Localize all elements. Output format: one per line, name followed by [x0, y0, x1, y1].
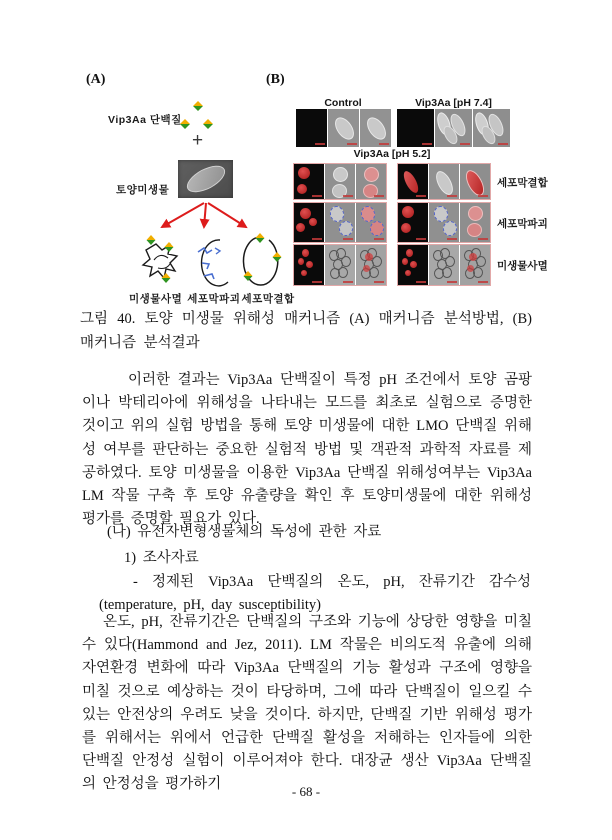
micrograph-group — [293, 202, 387, 243]
micrograph-group — [397, 244, 491, 286]
micrograph-frame-gray-cells2 — [473, 109, 510, 147]
scale-bar — [312, 281, 322, 283]
panel-a-soil-label: 토양미생물 — [116, 184, 170, 196]
scale-bar — [447, 281, 457, 283]
micrograph-group — [397, 163, 491, 200]
micrograph-frame-blue-ovals — [325, 203, 355, 242]
panel-b-row-label: 미생물사멸 — [497, 260, 548, 272]
micrograph-frame-gray-cell — [360, 109, 391, 147]
protein-diamond-icon — [203, 119, 213, 129]
scale-bar — [343, 281, 353, 283]
protein-diamond-icon — [193, 101, 203, 111]
outcome-sketches — [136, 230, 282, 290]
micrograph-frame-gray-clumps-red — [460, 245, 490, 285]
panel-a-label: (A) — [86, 72, 106, 87]
scale-bar — [374, 281, 384, 283]
micrograph-frame-dark-red-rod — [398, 164, 428, 199]
panel-b-header-control: Control — [324, 97, 362, 109]
scale-bar — [416, 238, 426, 240]
section-heading: (나) 유전자변형생물체의 독성에 관한 자료 — [107, 524, 382, 540]
micrograph-frame-gray-clumps — [429, 245, 459, 285]
scale-bar — [460, 143, 470, 145]
micrograph-frame-dark-empty — [296, 109, 327, 147]
panel-a-protein-label: Vip3Aa 단백질 — [108, 114, 182, 126]
micrograph-group — [296, 109, 391, 147]
panel-b-label: (B) — [266, 72, 285, 87]
micrograph-frame-gray-cell — [328, 109, 359, 147]
panel-b-row-label: 세포막결합 — [497, 177, 548, 189]
scale-bar — [478, 195, 488, 197]
micrograph-frame-dark-red-scatter — [294, 245, 324, 285]
micrograph-frame-red-ovals2 — [460, 203, 490, 242]
scale-bar — [343, 238, 353, 240]
scale-bar — [312, 195, 322, 197]
panel-a-outcome-labels — [129, 291, 295, 306]
membrane-binding-sketch — [243, 233, 281, 285]
scale-bar — [347, 143, 357, 145]
micrograph-frame-red-blue-ovals — [356, 203, 386, 242]
micrograph-frame-dark-red-blobs2 — [398, 203, 428, 242]
scale-bar — [478, 238, 488, 240]
micrograph-frame-gray-rod — [429, 164, 459, 199]
panel-b-header-ph74: Vip3Aa [pH 7.4] — [415, 97, 492, 109]
scale-bar — [422, 143, 432, 145]
micrograph-group — [397, 109, 510, 147]
bacterium-cell — [183, 160, 229, 197]
micrograph-frame-gray-clumps-red — [356, 245, 386, 285]
label-membrane-destruction: 세포막파괴 — [187, 293, 241, 305]
micrograph-group — [293, 163, 387, 200]
scale-bar — [379, 143, 389, 145]
dead-cell-sketch — [143, 235, 177, 283]
micrograph-frame-red-rod — [460, 164, 490, 199]
label-membrane-binding: 세포막결합 — [241, 293, 295, 305]
micrograph-group — [397, 202, 491, 243]
panel-b-header-ph52: Vip3Aa [pH 5.2] — [353, 148, 431, 160]
plus-sign: + — [192, 130, 204, 151]
micrograph-frame-dark-red-blobs2 — [294, 164, 324, 199]
list-item-1: 1) 조사자료 — [124, 550, 199, 566]
red-arrows-icon — [140, 200, 264, 232]
soil-microbe-photo — [178, 160, 233, 198]
micrograph-frame-dark-empty — [397, 109, 434, 147]
panel-b-row-label: 세포막파괴 — [497, 218, 548, 230]
micrograph-frame-blue-ovals — [429, 203, 459, 242]
micrograph-frame-dark-red-blobs3 — [294, 203, 324, 242]
micrograph-frame-red-ovals2 — [356, 164, 386, 199]
micrograph-frame-gray-ovals2 — [325, 164, 355, 199]
micrograph-frame-gray-cells2 — [435, 109, 472, 147]
membrane-destruction-sketch — [198, 240, 228, 286]
scale-bar — [478, 281, 488, 283]
page-number: - 68 - — [291, 784, 321, 799]
list-item-2: - 정제된 Vip3Aa 단백질의 온도, pH, 잔류기간 감수성(temperature, pH, day susceptibility) — [99, 574, 531, 614]
figure-caption: 그림 40. 토양 미생물 위해성 매커니즘 (A) 매커니즘 분석방법, (B) 매커니즘 분석결과 — [80, 311, 532, 351]
protein-diamond-icon — [180, 119, 190, 129]
body-paragraph-2: 온도, pH, 잔류기간은 단백질의 구조와 기능에 상당한 영향을 미칠 수 있다(Hammond and Jez, 2011). LM 작물은 비의도적 유출에 의해 자연환경 변화에 따라 Vip3Aa 단백질의 기능 활성과 구조에 영향을 미칠 것으로 예상하는 것이 타당하며, 그에 따라 단백질이 일으킬 수 있는 안전상의 우려도 낮을 것이다. 하지만, 단백질 기반 위해성 평가를 위해서는 위에서 언급한 단백질 활성을 저해하는 인자들에 의한 단백질 안정성 실험이 이루어져야 한다. 대장균 생산 Vip3Aa 단백질의 안정성을 평가하기 — [82, 614, 532, 793]
scale-bar — [343, 195, 353, 197]
scale-bar — [312, 238, 322, 240]
scale-bar — [447, 195, 457, 197]
label-microbe-death: 미생물사멸 — [129, 293, 183, 305]
scale-bar — [447, 238, 457, 240]
micrograph-frame-gray-clumps — [325, 245, 355, 285]
scale-bar — [374, 195, 384, 197]
scale-bar — [416, 281, 426, 283]
scale-bar — [374, 238, 384, 240]
body-paragraph-1: 이러한 결과는 Vip3Aa 단백질이 특정 pH 조건에서 토양 곰팡이나 박테리아에 위해성을 나타내는 모드를 최초로 실험으로 증명한 것이고 위의 실험 방법을 통해 토양 미생물에 대한 LMO 단백질 위해성 여부를 판단하는 중요한 실험적 방법 및 객관적 과학적 자료를 제공하였다. 토양 미생물을 이용한 Vip3Aa 단백질 위해성여부는 Vip3Aa LM 작물 구축 후 토양 유출량을 확인 후 토양미생물에 대한 위해성평가를 증명할 필요가 있다. — [82, 372, 532, 528]
micrograph-group — [293, 244, 387, 286]
scale-bar — [498, 143, 508, 145]
scale-bar — [416, 195, 426, 197]
scale-bar — [315, 143, 325, 145]
micrograph-frame-dark-red-scatter — [398, 245, 428, 285]
